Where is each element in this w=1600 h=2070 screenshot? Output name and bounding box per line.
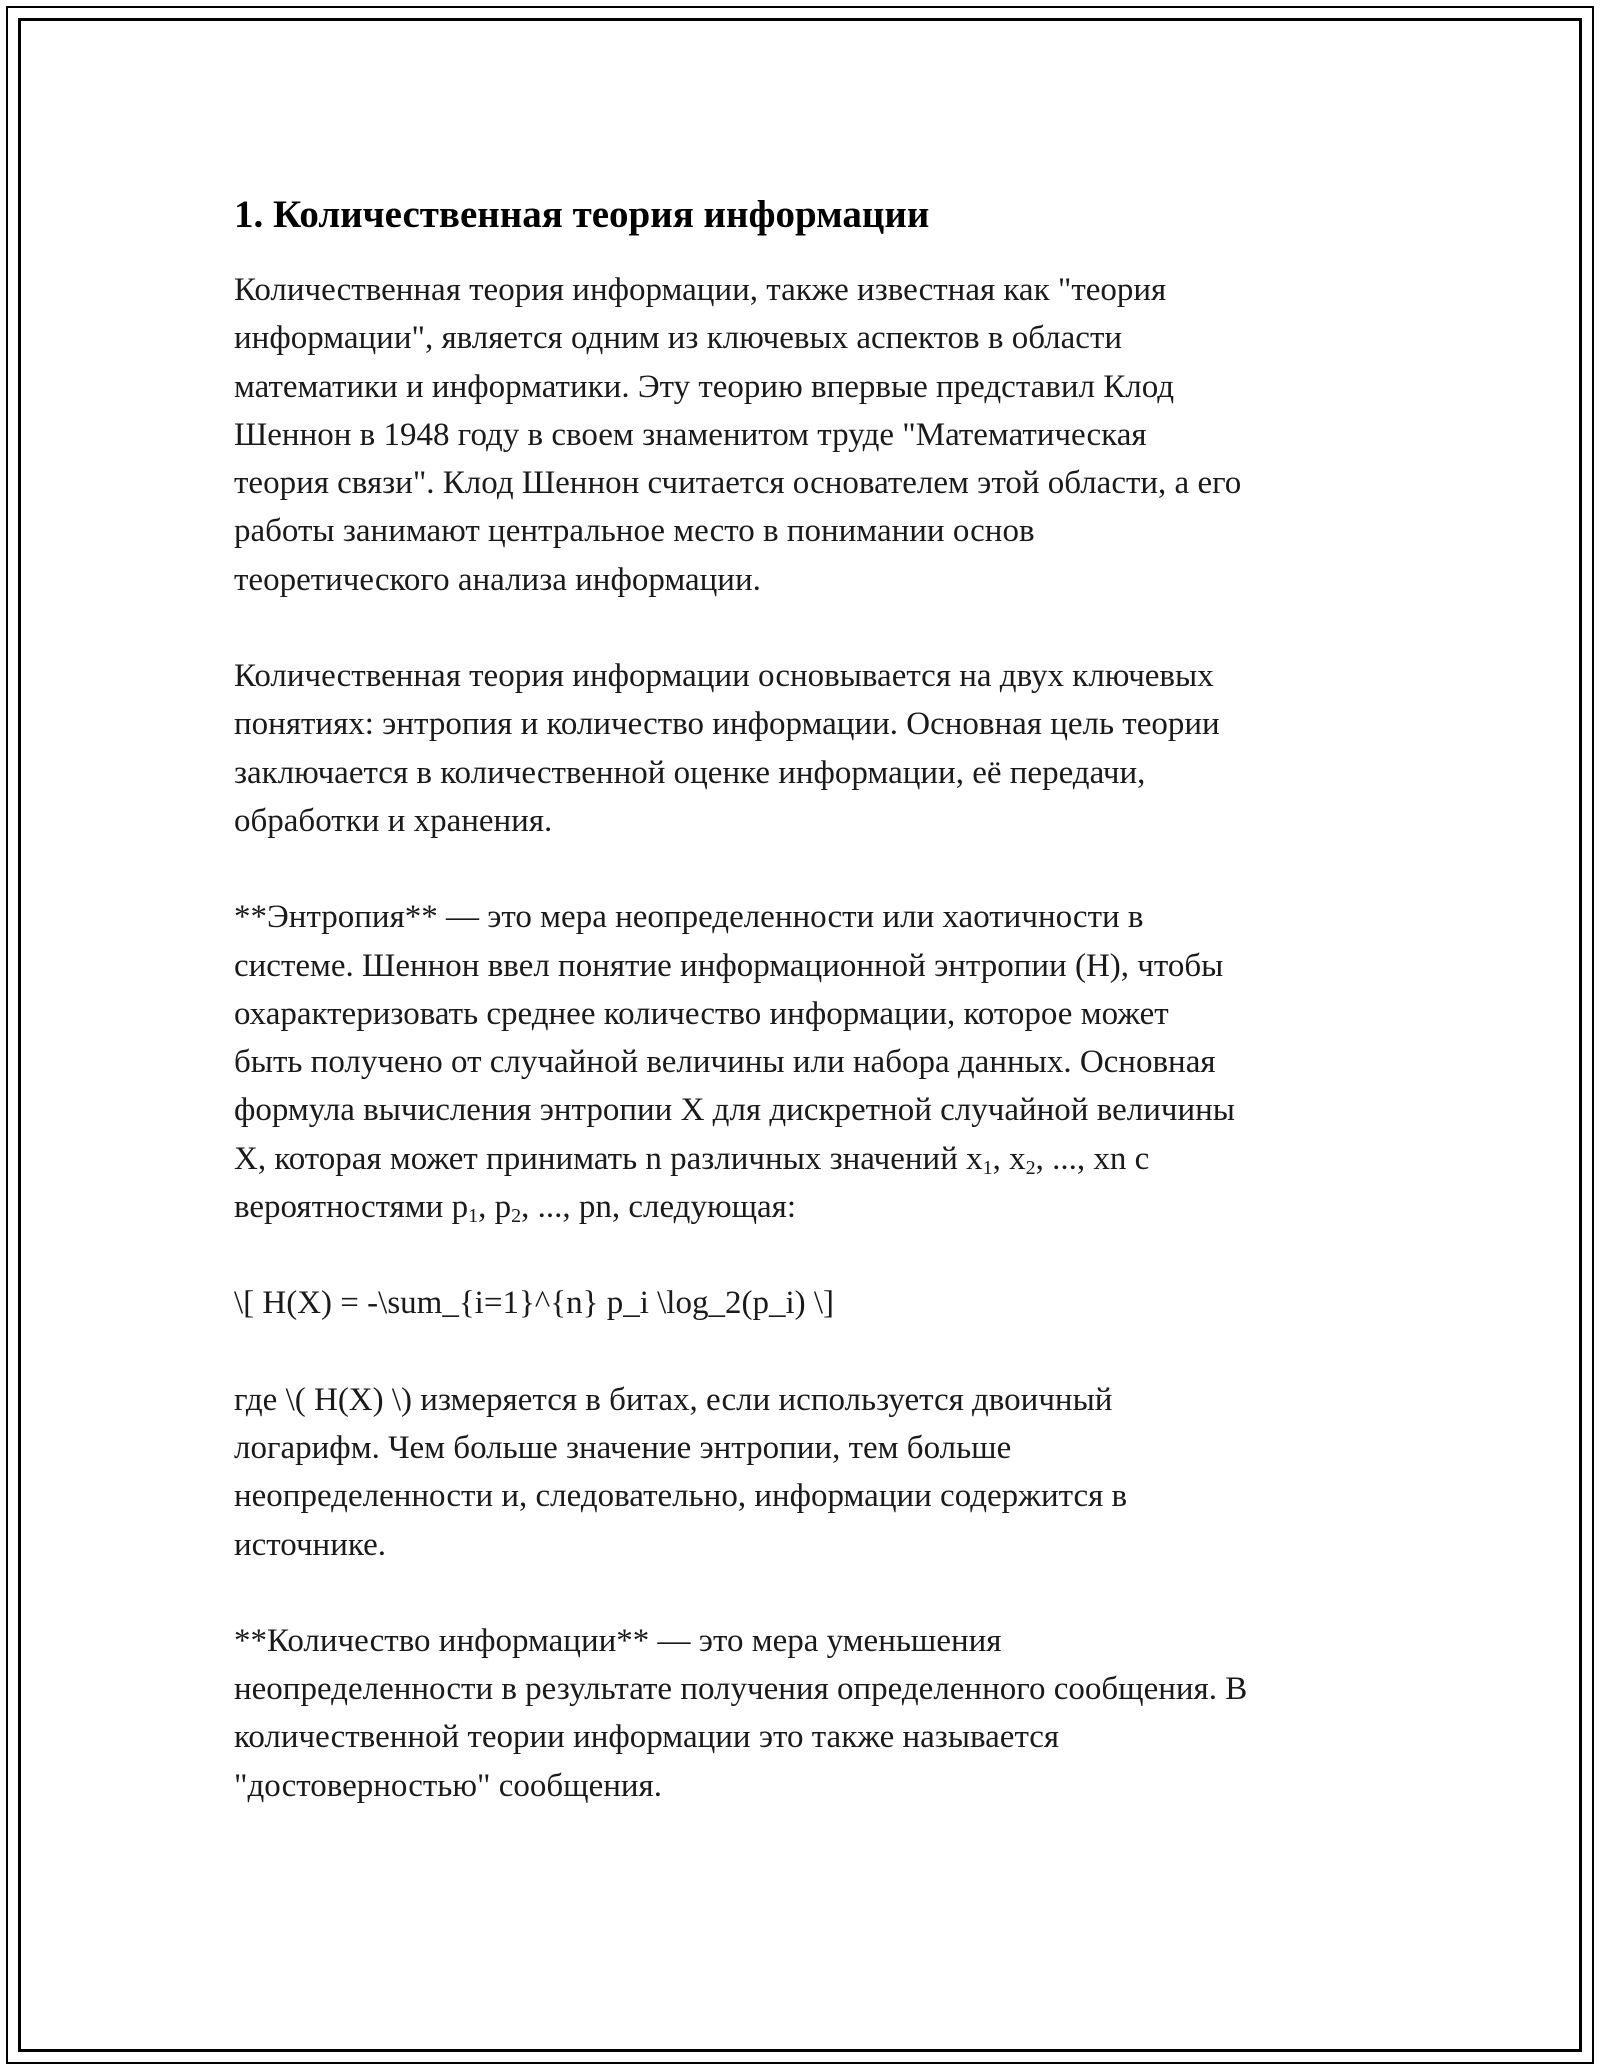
document-content: [234, 186, 1374, 1858]
subscript-x1: 1: [982, 1156, 993, 1179]
paragraph-key-concepts: Количественная теория информации основывается на двух ключевых понятиях: энтропия и количество информации. Основная цель теории заключается в количественной оценке информации, её передачи, обработки и хранения.: [234, 658, 1220, 839]
paragraph-information-amount: **Количество информации** — это мера уменьшения неопределенности в результате получения определенного сообщения. В количественной теории информации это также называется "достоверностью" сообщения.: [234, 1622, 1248, 1804]
entropy-text-2: , x: [992, 1140, 1026, 1177]
entropy-text-1: **Энтропия** — это мера неопределенности или хаотичности в системе. Шеннон ввел понятие информационной энтропии (H), чтобы охарактеризовать среднее количество информации, которое может быть получено от случайной величины или набора данных. Основная формула вычисления энтропии X для дискретной случайной величины X, которая может принимать n различных значений x: [234, 899, 1235, 1177]
entropy-text-5: , ..., pn, следующая:: [521, 1189, 797, 1226]
subscript-p1: 1: [468, 1205, 479, 1228]
entropy-text-4: , p: [478, 1189, 512, 1226]
section-heading: 1. Количественная теория информации: [234, 193, 930, 236]
entropy-text-3: , ..., xn с вероятностями p: [234, 1140, 1150, 1226]
subscript-x2: 2: [1025, 1156, 1036, 1179]
entropy-formula: \[ H(X) = -\sum_{i=1}^{n} p_i \log_2(p_i) \]: [234, 1285, 835, 1322]
paragraph-intro: Количественная теория информации, также известная как "теория информации", является одним из ключевых аспектов в области математики и информатики. Эту теорию впервые представил Клод Шеннон в 1948 году в своем знаменитом труде "Математическая теория связи". Клод Шеннон считается основателем этой области, а его работы занимают центральное место в понимании основ теоретического анализа информации.: [234, 272, 1242, 598]
paragraph-entropy-units: где \( H(X) \) измеряется в битах, если используется двоичный логарифм. Чем больше значение энтропии, тем больше неопределенности и, следовательно, информации содержится в источнике.: [234, 1381, 1128, 1563]
subscript-p2: 2: [511, 1205, 522, 1228]
paragraph-entropy: [234, 893, 1374, 1231]
